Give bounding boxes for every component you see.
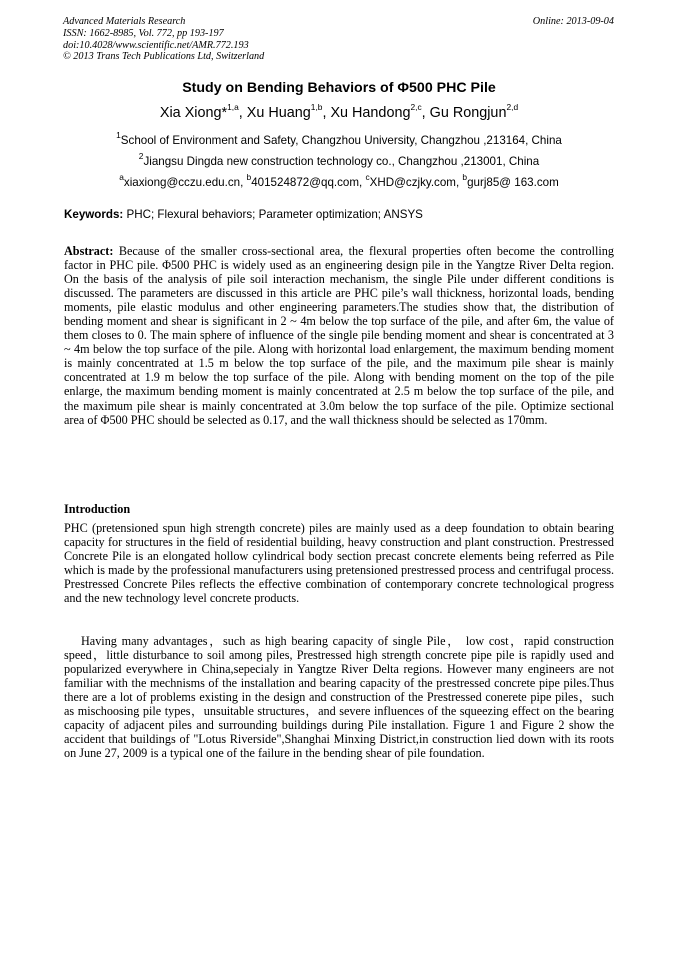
affiliation-text: School of Environment and Safety, Changzhou University, Changzhou ,213164, China	[120, 133, 562, 147]
author-affil-sup: 1,b	[310, 102, 323, 112]
keywords-label: Keywords:	[64, 208, 124, 221]
affiliation-2	[0, 152, 678, 168]
section-heading-introduction: Introduction	[64, 502, 131, 516]
abstract	[64, 244, 614, 427]
author-name: Xia Xiong*	[159, 104, 228, 121]
author-sep: ,	[421, 104, 430, 121]
email-sup: b	[462, 172, 468, 182]
abstract-text: Because of the smaller cross-sectional area, the flexural properties often become the controlling factor in PHC pile. Φ500 PHC is widely used as an engineering design pile in the Yangtze River Delta region. On the basis of the analysis of pile soil interaction mechanism, the single Pile under different conditions is discussed. The parameters are discussed in this article are PHC pile’s wall thickness, horizontal loads, bending moments, pile elastic modulus and other engineering parameters.The studies show that, the distribution of bending moment and shear is significant in 2 ~ 4m below the top surface of the pile, and after 6m, the value of them closes to 0. The main sphere of influence of the single pile bending moment and shear is concentrated at 3 ~ 4m below the top surface of the pile. Along with horizontal load enlargement, the maximum bending moment is mainly concentrated at 1.5 m below the top surface of the pile, and the maximum pile shear is mainly concentrated at 1.9 m below the top surface of the pile. Along with bending moment on the top of the pile enlarge, the maximum bending moment is mainly concentrated at 2.5 m below the top surface of the pile, and the maximum pile shear is mainly concentrated at 3.0m below the top surface of the pile. Optimize sectional area of Φ500 PHC should be selected as 0.17, and the wall thickness should be selected as 170mm.	[64, 244, 614, 427]
online-date: Online: 2013-09-04	[532, 16, 614, 27]
author-name: Gu Rongjun	[429, 104, 507, 121]
affiliation-sup: 1	[116, 130, 121, 140]
intro-paragraph-2: Having many advantages，such as high bearing capacity of single Pile， low cost，rapid construction speed，little disturbance to soil among piles, Prestressed high strength concrete pipe pile is rapidly used and popularized everywhere in China,sepecialy in Yangtze River Delta regions. However many engineers are not familiar with the mechnisms of the installation and bearing capacity of the prestressed concrete pipe piles.Thus there are a lot of problems existing in the design and construction of the Prestressed conerete pipe piles，such as mischoosing pile types，unsuitable structures，and severe influences of the squeezing effect on the bearing capacity of adjacent piles and surrounding buildings during Pile installation. Figure 1 and Figure 2 show the accident that buildings of "Lotus Riverside",Shanghai Minxing District,in construction lied down with its roots on June 27, 2009 is a typical one of the failure in the bending shear of pile foundation.	[64, 634, 614, 761]
email-sup: c	[365, 172, 370, 182]
issn-line: ISSN: 1662-8985, Vol. 772, pp 193-197	[63, 27, 224, 39]
author-list	[0, 103, 678, 121]
author-sep: ,	[238, 104, 247, 121]
journal-name: Advanced Materials Research	[63, 16, 186, 27]
keywords-text: PHC; Flexural behaviors; Parameter optimization; ANSYS	[123, 208, 423, 221]
doi-line: doi:10.4028/www.scientific.net/AMR.772.193	[63, 39, 249, 51]
author-affil-sup: 2,c	[410, 102, 422, 112]
email-address[interactable]: gurj85@ 163.com	[467, 175, 559, 189]
author-affil-sup: 2,d	[506, 102, 519, 112]
affiliation-sup: 2	[138, 151, 144, 161]
author-name: Xu Huang	[246, 104, 311, 121]
email-address[interactable]: XHD@czjky.com,	[369, 175, 463, 189]
paper-title: Study on Bending Behaviors of Φ500 PHC Pile	[182, 80, 496, 96]
abstract-label: Abstract:	[64, 244, 114, 258]
email-line	[0, 173, 678, 189]
author-affil-sup: 1,a	[227, 102, 239, 112]
author-sep: ,	[322, 104, 331, 121]
email-address[interactable]: 401524872@qq.com,	[251, 175, 366, 189]
email-address[interactable]: xiaxiong@cczu.edu.cn,	[123, 175, 247, 189]
keywords	[64, 208, 423, 221]
copyright-line: © 2013 Trans Tech Publications Ltd, Switzerland	[63, 51, 265, 63]
email-sup: a	[119, 172, 124, 182]
intro-paragraph-1: PHC (pretensioned spun high strength concrete) piles are mainly used as a deep foundation to obtain bearing capacity for structures in the field of residential building, heavy construction and plant construction. Prestressed Concrete Pile is an elongated hollow cylindrical body section precast concrete elements being referred as Pile which is made by the professional manufacturers using pretensioned prestressed process and centrifugal process. Prestressed Concrete Piles reflects the effective combination of contemporary concrete technological progress and the new technology level concrete products.	[64, 521, 614, 606]
journal-header	[63, 16, 264, 63]
author-name: Xu Handong	[330, 104, 411, 121]
affiliation-1	[0, 131, 678, 147]
email-sup: b	[246, 172, 252, 182]
affiliation-text: Jiangsu Dingda new construction technology co., Changzhou ,213001, China	[143, 154, 540, 168]
